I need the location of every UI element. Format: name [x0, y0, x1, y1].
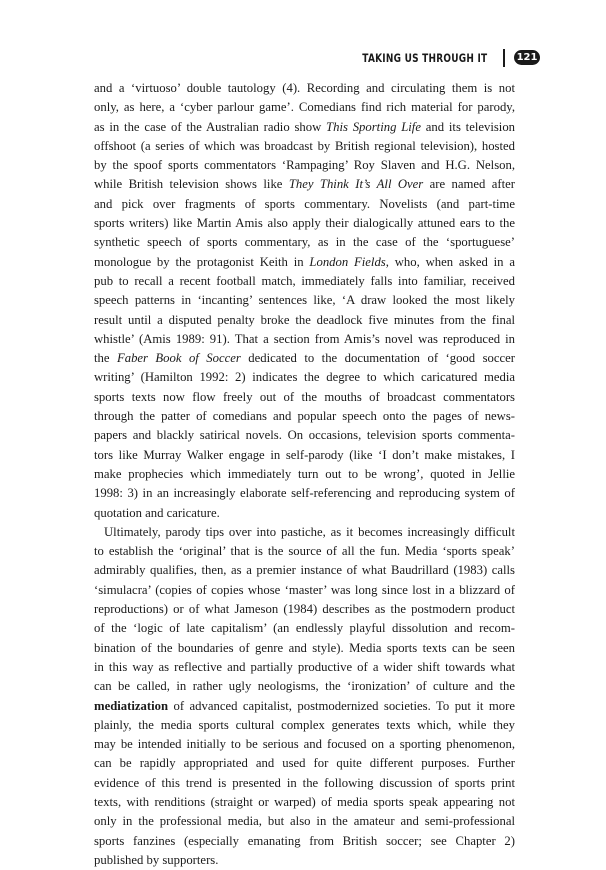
line-text: synthetic speech of sports commentary, as in the case of the ‘sportuguese’	[94, 235, 515, 250]
line-text: texts, with renditions (straight or warped) of media sports speak appearing not	[94, 794, 515, 809]
text-line	[94, 118, 515, 137]
line-text: may be intended initially to be serious and focused on a sporting phenomenon,	[94, 737, 515, 752]
line-text: tors like Murray Walker engage in self-parody (like ‘I don’t make mistakes, I	[94, 447, 515, 462]
text-line	[94, 793, 515, 812]
line-text: and a ‘virtuoso’ double tautology (4). Recording and circulating them is not	[94, 81, 515, 95]
line-text: and its television	[420, 119, 516, 134]
text-line	[94, 214, 515, 233]
line-text: quotation and caricature.	[94, 505, 220, 520]
line-text: as in the case of the Australian radio show	[94, 119, 327, 134]
paragraph-2	[94, 523, 515, 870]
text-line	[94, 446, 515, 465]
line-text: sports fanzines (especially emanating from British soccer; see Chapter 2)	[94, 833, 515, 848]
text-line	[94, 619, 515, 638]
line-text: can be called, in rather ugly neologisms, the ‘ironization’ of culture and the	[94, 679, 515, 694]
line-text: the	[94, 351, 117, 366]
text-line	[94, 812, 515, 831]
text-line	[94, 581, 515, 600]
line-text: published by supporters.	[94, 852, 219, 867]
line-text: evidence of this trend is presented in the following discussion of sports print	[94, 775, 515, 790]
text-line	[94, 98, 515, 117]
text-line	[94, 658, 515, 677]
line-text: of advanced capitalist, postmodernized societies. To put it more	[168, 698, 515, 713]
line-text: monologue by the protagonist Keith in	[94, 254, 310, 269]
running-title: TAKING US THROUGH IT	[361, 51, 487, 65]
line-text: papers and blackly satirical novels. On occasions, television sports commenta-	[94, 428, 515, 443]
line-text: bination of the boundaries of genre and style). Media sports texts can be seen	[94, 640, 515, 655]
text-line	[94, 504, 515, 523]
text-line	[94, 233, 515, 252]
text-line	[94, 523, 515, 542]
line-text: offshoot (a series of which was broadcast by British regional television), hosted	[94, 138, 515, 153]
line-text: ‘simulacra’ (copies of copies whose ‘master’ was long since lost in a blizzard of	[94, 582, 515, 597]
line-text: while British television shows like	[94, 177, 289, 192]
text-line	[94, 639, 515, 658]
page-number: 121	[514, 50, 540, 65]
paragraph-1	[94, 79, 515, 523]
text-line	[94, 851, 515, 870]
text-line	[94, 175, 515, 194]
line-text: pub to recall a recent football match, immediately falls into familiar, received	[94, 273, 515, 288]
text-line	[94, 735, 515, 754]
line-text: admirably qualifies, then, as a premier instance of what Baudrillard (1983) calls	[94, 563, 515, 578]
text-line	[94, 79, 515, 98]
line-text: are named after	[423, 177, 515, 192]
text-line	[94, 600, 515, 619]
line-text: and pick over fragments of sports commentary. Novelists (and part-time	[94, 196, 515, 211]
text-line	[94, 407, 515, 426]
line-text: 1998: 3) in an increasingly elaborate self-referencing and reproducing system of	[94, 486, 515, 501]
text-line	[94, 465, 515, 484]
line-text: sports writers) like Martin Amis also apply their dialogically attuned ears to the	[94, 216, 515, 231]
text-line	[94, 542, 515, 561]
text-line	[94, 253, 515, 272]
line-text: reproductions) or of what Jameson (1984) describes as the postmodern product	[94, 602, 515, 617]
text-line	[94, 349, 515, 368]
running-head	[0, 49, 540, 69]
text-line	[94, 561, 515, 580]
line-text: whistle’ (Amis 1989: 91). That a section from Amis’s novel was reproduced in	[94, 331, 515, 346]
text-line	[94, 311, 515, 330]
text-line	[94, 330, 515, 349]
text-line	[94, 195, 515, 214]
line-text: in this way as reflective and partially productive of a wider shift towards what	[94, 659, 515, 674]
line-text: can be rapidly appropriated and used for quite different purposes. Further	[94, 756, 515, 771]
italic-title: London Fields	[309, 254, 386, 269]
text-line	[94, 677, 515, 696]
line-text: speech patterns in ‘incanting’ sentences like, ‘A draw looked the most likely	[94, 293, 515, 308]
text-line	[94, 484, 515, 503]
italic-title: Faber Book of Soccer	[116, 351, 241, 366]
line-text: to establish the ‘original’ that is the source of all the fun. Media ‘sports speak’	[94, 544, 515, 559]
line-text: result until a disputed penalty broke the deadlock five minutes from the final	[94, 312, 515, 327]
line-text: only in the professional media, but also in the amateur and semi-professional	[94, 814, 515, 829]
text-line	[94, 137, 515, 156]
text-line	[94, 426, 515, 445]
line-text: only, as here, a ‘cyber parlour game’. Comedians find rich material for parody,	[94, 100, 515, 115]
text-line	[94, 716, 515, 735]
line-text: Ultimately, parody tips over into pastiche, as it becomes increasingly difficult	[104, 524, 515, 539]
text-line	[94, 156, 515, 175]
text-line	[94, 832, 515, 851]
line-text: plainly, the media sports cultural complex generates texts which, while they	[94, 717, 515, 732]
bold-term: mediatization	[94, 698, 169, 713]
text-line	[94, 272, 515, 291]
text-line	[94, 774, 515, 793]
line-text: through the patter of comedians and popular speech onto the pages of news-	[94, 409, 515, 424]
text-line	[94, 754, 515, 773]
text-line	[94, 388, 515, 407]
italic-title: They Think It’s All Over	[288, 177, 424, 192]
line-text: sports texts now flow freely out of the mouths of broadcast commentators	[94, 389, 515, 404]
italic-title: This Sporting Life	[326, 119, 421, 134]
text-line	[94, 291, 515, 310]
body-text	[94, 79, 515, 870]
line-text: of the ‘logic of late capitalism’ (an endlessly playful dissolution and recom-	[94, 621, 515, 636]
text-line	[94, 697, 515, 716]
line-text: by the spoof sports commentators ‘Rampaging’ Roy Slaven and H.G. Nelson,	[94, 158, 515, 173]
line-text: writing’ (Hamilton 1992: 2) indicates the degree to which caricatured media	[94, 370, 515, 385]
line-text: , who, when asked in a	[385, 254, 515, 269]
line-text: make prophecies which immediately turn out to be wrong’, quoted in Jellie	[94, 466, 515, 481]
header-divider	[503, 49, 505, 67]
text-line	[94, 368, 515, 387]
line-text: dedicated to the documentation of ‘good soccer	[240, 351, 515, 366]
